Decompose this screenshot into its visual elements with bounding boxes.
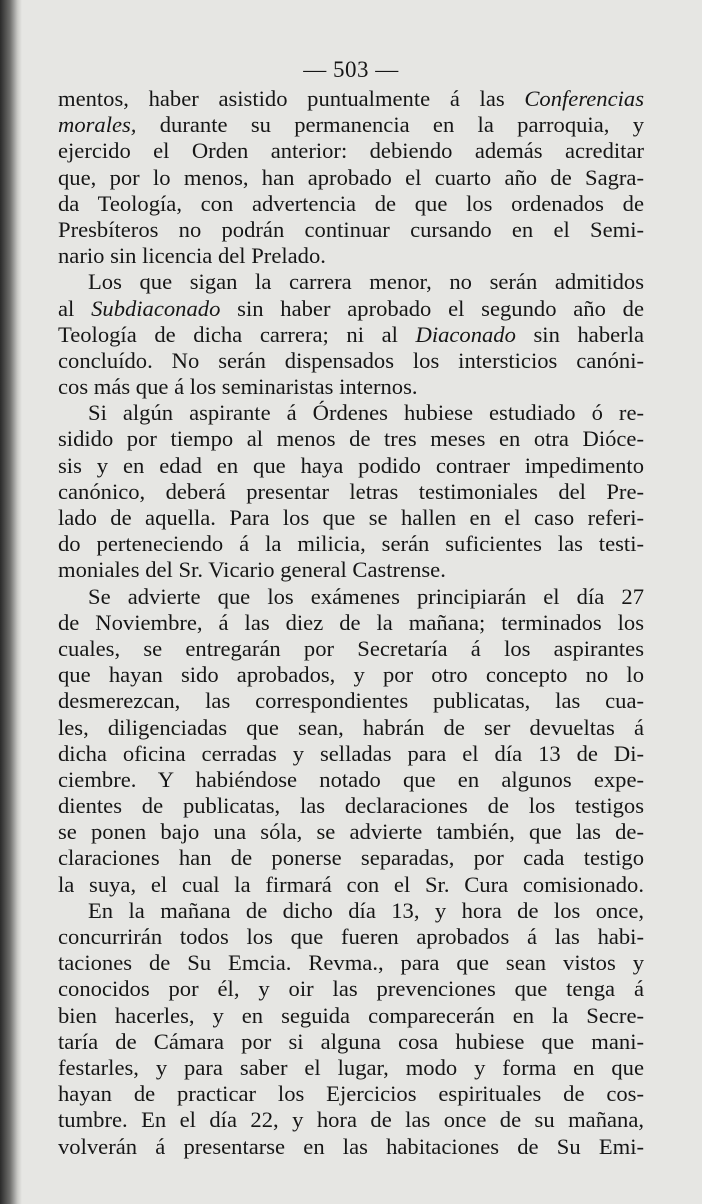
text-line: [58, 1081, 644, 1107]
italic-text-span: Diaconado: [415, 321, 516, 347]
page-number: — 503 —: [303, 57, 399, 82]
text-line: [58, 1029, 644, 1055]
text-span: cuales, se entregarán por Secretaría á los aspirantes: [58, 635, 644, 661]
text-line: [58, 374, 644, 400]
text-line: [58, 1003, 644, 1029]
text-span: hayan de practicar los Ejercicios espirituales de cos-: [58, 1081, 644, 1107]
text-span: Presbíteros no podrán continuar cursando en el Semi-: [58, 216, 644, 242]
text-span: al: [58, 295, 92, 321]
text-span: cos más que á los seminaristas internos.: [58, 374, 418, 400]
text-line: [58, 845, 644, 871]
text-span: ciembre. Y habiéndose notado que en algunos expe-: [58, 766, 644, 792]
text-span: sin haber aprobado el segundo año de: [220, 295, 644, 321]
text-line: [58, 898, 644, 924]
text-line: [58, 819, 644, 845]
text-line: [58, 269, 644, 295]
text-span: mentos, haber asistido puntualmente á las: [58, 86, 525, 111]
text-span: festarles, y para saber el lugar, modo y forma en que: [58, 1054, 644, 1080]
text-span: canónico, deberá presentar letras testimoniales del Pre-: [58, 478, 644, 504]
text-line: [58, 322, 644, 348]
page-text-body: [58, 86, 644, 1160]
text-span: Si algún aspirante á Órdenes hubiese estudiado ó re-: [88, 400, 644, 426]
text-line: [58, 453, 644, 479]
text-line: [58, 165, 644, 191]
text-line: [58, 636, 644, 662]
text-line: [58, 1055, 644, 1081]
text-span: claraciones han de ponerse separadas, por cada testigo: [58, 845, 644, 871]
text-span: que hayan sido aprobados, y por otro concepto no lo: [58, 662, 644, 688]
text-span: bien hacerles, y en seguida comparecerán en la Secre-: [58, 1002, 644, 1028]
text-line: [58, 191, 644, 217]
text-span: taría de Cámara por si alguna cosa hubiese que mani-: [58, 1028, 644, 1054]
text-span: tumbre. En el día 22, y hora de las once de su mañana,: [58, 1107, 644, 1133]
text-line: [58, 715, 644, 741]
text-span: nario sin licencia del Prelado.: [58, 243, 326, 269]
text-span: de Noviembre, á las diez de la mañana; terminados los: [58, 609, 644, 635]
book-binding-shadow: [0, 0, 22, 1204]
text-line: [58, 243, 644, 269]
text-line: [58, 296, 644, 322]
text-line: [58, 584, 644, 610]
text-span: la suya, el cual la firmará con el Sr. Cura comisionado.: [58, 871, 644, 897]
text-span: En la mañana de dicho día 13, y hora de los once,: [88, 897, 644, 923]
text-line: [58, 688, 644, 714]
text-span: lado de aquella. Para los que se hallen en el caso referi-: [58, 505, 644, 530]
text-line: [58, 610, 644, 636]
text-span: Teología de dicha carrera; ni al: [58, 321, 416, 347]
text-span: dientes de publicatas, las declaraciones de los testigos: [58, 793, 644, 819]
text-line: [58, 741, 644, 767]
text-line: [58, 872, 644, 898]
text-line: [58, 924, 644, 950]
text-line: [58, 1134, 644, 1160]
text-line: [58, 662, 644, 688]
text-span: desmerezcan, las correspondientes publicatas, las cua-: [58, 688, 644, 714]
text-line: [58, 112, 644, 138]
text-span: concurrirán todos los que fueren aprobados á las habi-: [58, 924, 644, 949]
text-line: [58, 531, 644, 557]
italic-text-span: morales,: [58, 112, 137, 138]
text-line: [58, 479, 644, 505]
text-span: se ponen bajo una sóla, se advierte también, que las de-: [58, 819, 644, 845]
text-span: taciones de Su Emcia. Revma., para que sean vistos y: [58, 950, 644, 976]
text-line: [58, 976, 644, 1002]
text-span: que, por lo menos, han aprobado el cuarto año de Sagra-: [58, 164, 644, 190]
text-span: concluído. No serán dispensados los intersticios canóni-: [58, 347, 644, 373]
text-line: [58, 86, 644, 112]
text-line: [58, 505, 644, 531]
text-line: [58, 426, 644, 452]
text-span: Se advierte que los exámenes principiarán el día 27: [88, 583, 644, 609]
text-span: Los que sigan la carrera menor, no serán admitidos: [88, 269, 644, 295]
text-line: [58, 1107, 644, 1133]
text-span: ejercido el Orden anterior: debiendo además acreditar: [58, 138, 644, 164]
text-span: moniales del Sr. Vicario general Castrense.: [58, 557, 446, 583]
text-line: [58, 400, 644, 426]
text-line: [58, 767, 644, 793]
text-span: sin haberla: [515, 321, 644, 347]
italic-text-span: Subdiaconado: [91, 295, 221, 321]
text-line: [58, 348, 644, 374]
text-span: conocidos por él, y oir las prevenciones que tenga á: [58, 976, 644, 1002]
text-span: volverán á presentarse en las habitaciones de Su Emi-: [58, 1133, 644, 1159]
text-span: sidido por tiempo al menos de tres meses en otra Dióce-: [58, 426, 644, 452]
text-line: [58, 793, 644, 819]
text-span: sis y en edad en que haya podido contraer impedimento: [58, 452, 644, 478]
text-span: da Teología, con advertencia de que los ordenados de: [58, 190, 644, 216]
text-span: do perteneciendo á la milicia, serán suficientes las testi-: [58, 531, 644, 557]
italic-text-span: Conferencias: [524, 86, 644, 111]
text-line: [58, 950, 644, 976]
text-span: les, diligenciadas que sean, habrán de ser devueltas á: [58, 714, 644, 740]
text-span: dicha oficina cerradas y selladas para el día 13 de Di-: [58, 740, 644, 766]
text-line: [58, 557, 644, 583]
text-line: [58, 217, 644, 243]
text-span: durante su permanencia en la parroquia, y: [136, 112, 644, 138]
book-page: [58, 56, 644, 1160]
text-line: [58, 138, 644, 164]
